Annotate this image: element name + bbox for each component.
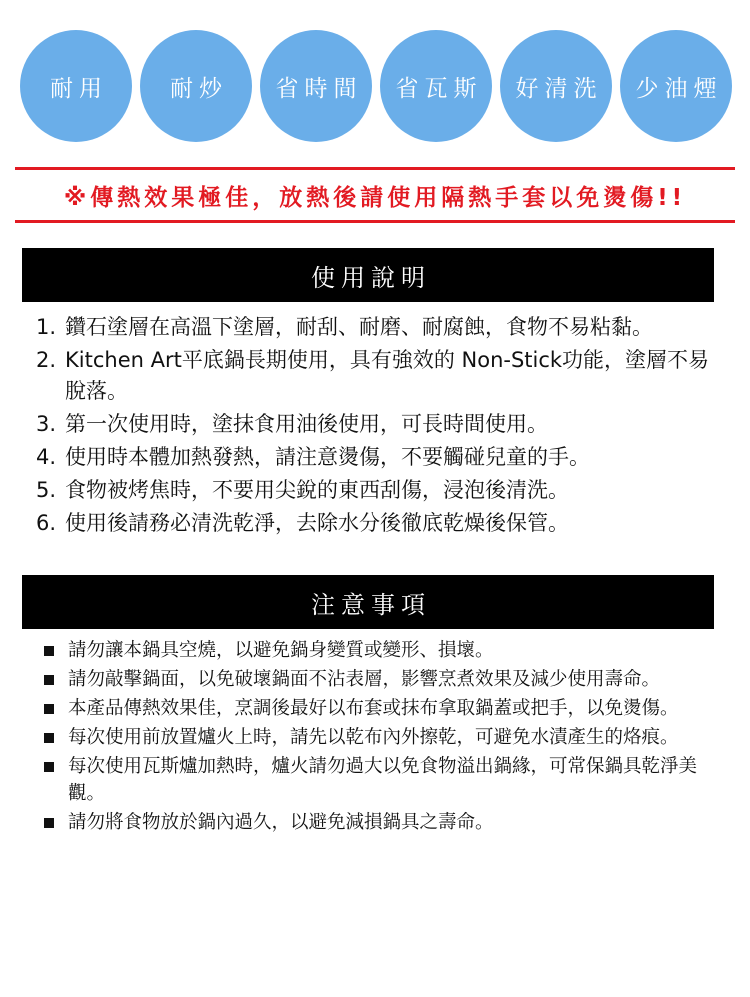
usage-item-number: 3. [36,412,57,436]
precaution-text: 請勿讓本鍋具空燒，以避免鍋身變質或變形、損壞。 [68,640,494,661]
heat-warning-banner: ※傳熱效果極佳，放熱後請使用隔熱手套以免燙傷!! [15,167,735,223]
usage-item [36,312,716,343]
square-bullet-icon [44,818,54,828]
usage-item [36,442,716,473]
usage-section-header: 使用說明 [22,248,714,302]
feature-circles [20,30,732,142]
usage-item-number: 2. [36,348,57,372]
usage-item-number: 4. [36,445,57,469]
square-bullet-icon [44,733,54,743]
square-bullet-icon [44,675,54,685]
feature-time-saving: 省時間 [260,30,372,142]
precaution-item [44,637,714,664]
usage-item [36,345,716,407]
precaution-text: 本產品傳熱效果佳，烹調後最好以布套或抹布拿取鍋蓋或把手，以免燙傷。 [68,698,679,719]
precaution-text: 請勿將食物放於鍋內過久，以避免減損鍋具之壽命。 [68,812,494,833]
precaution-item [44,809,714,836]
usage-item-text: Kitchen Art平底鍋長期使用，具有強效的 Non-Stick功能，塗層不易脫落。 [65,348,710,403]
precaution-item [44,695,714,722]
precaution-text: 每次使用瓦斯爐加熱時，爐火請勿過大以免食物溢出鍋緣，可常保鍋具乾淨美觀。 [68,756,698,804]
precautions-list [44,637,714,838]
usage-item-text: 食物被烤焦時，不要用尖銳的東西刮傷，浸泡後清洗。 [65,478,569,502]
usage-item-number: 6. [36,511,57,535]
feature-durable: 耐用 [20,30,132,142]
square-bullet-icon [44,762,54,772]
precaution-item [44,753,714,807]
usage-item [36,409,716,440]
precaution-text: 請勿敲擊鍋面，以免破壞鍋面不沾表層，影響烹煮效果及減少使用壽命。 [68,669,661,690]
usage-item-number: 5. [36,478,57,502]
usage-item-text: 使用後請務必清洗乾淨，去除水分後徹底乾燥後保管。 [65,511,569,535]
usage-instructions-list [36,312,716,541]
usage-item [36,508,716,539]
usage-item [36,475,716,506]
usage-item-number: 1. [36,315,57,339]
usage-item-text: 使用時本體加熱發熱，請注意燙傷，不要觸碰兒童的手。 [65,445,590,469]
feature-easy-clean: 好清洗 [500,30,612,142]
feature-less-smoke: 少油煙 [620,30,732,142]
precaution-item [44,666,714,693]
precaution-item [44,724,714,751]
feature-stir-fry-resistant: 耐炒 [140,30,252,142]
square-bullet-icon [44,704,54,714]
square-bullet-icon [44,646,54,656]
precaution-text: 每次使用前放置爐火上時，請先以乾布內外擦乾，可避免水漬產生的烙痕。 [68,727,679,748]
feature-gas-saving: 省瓦斯 [380,30,492,142]
usage-item-text: 鑽石塗層在高溫下塗層，耐刮、耐磨、耐腐蝕，食物不易粘黏。 [65,315,653,339]
notes-section-header: 注意事項 [22,575,714,629]
usage-item-text: 第一次使用時，塗抹食用油後使用，可長時間使用。 [65,412,548,436]
